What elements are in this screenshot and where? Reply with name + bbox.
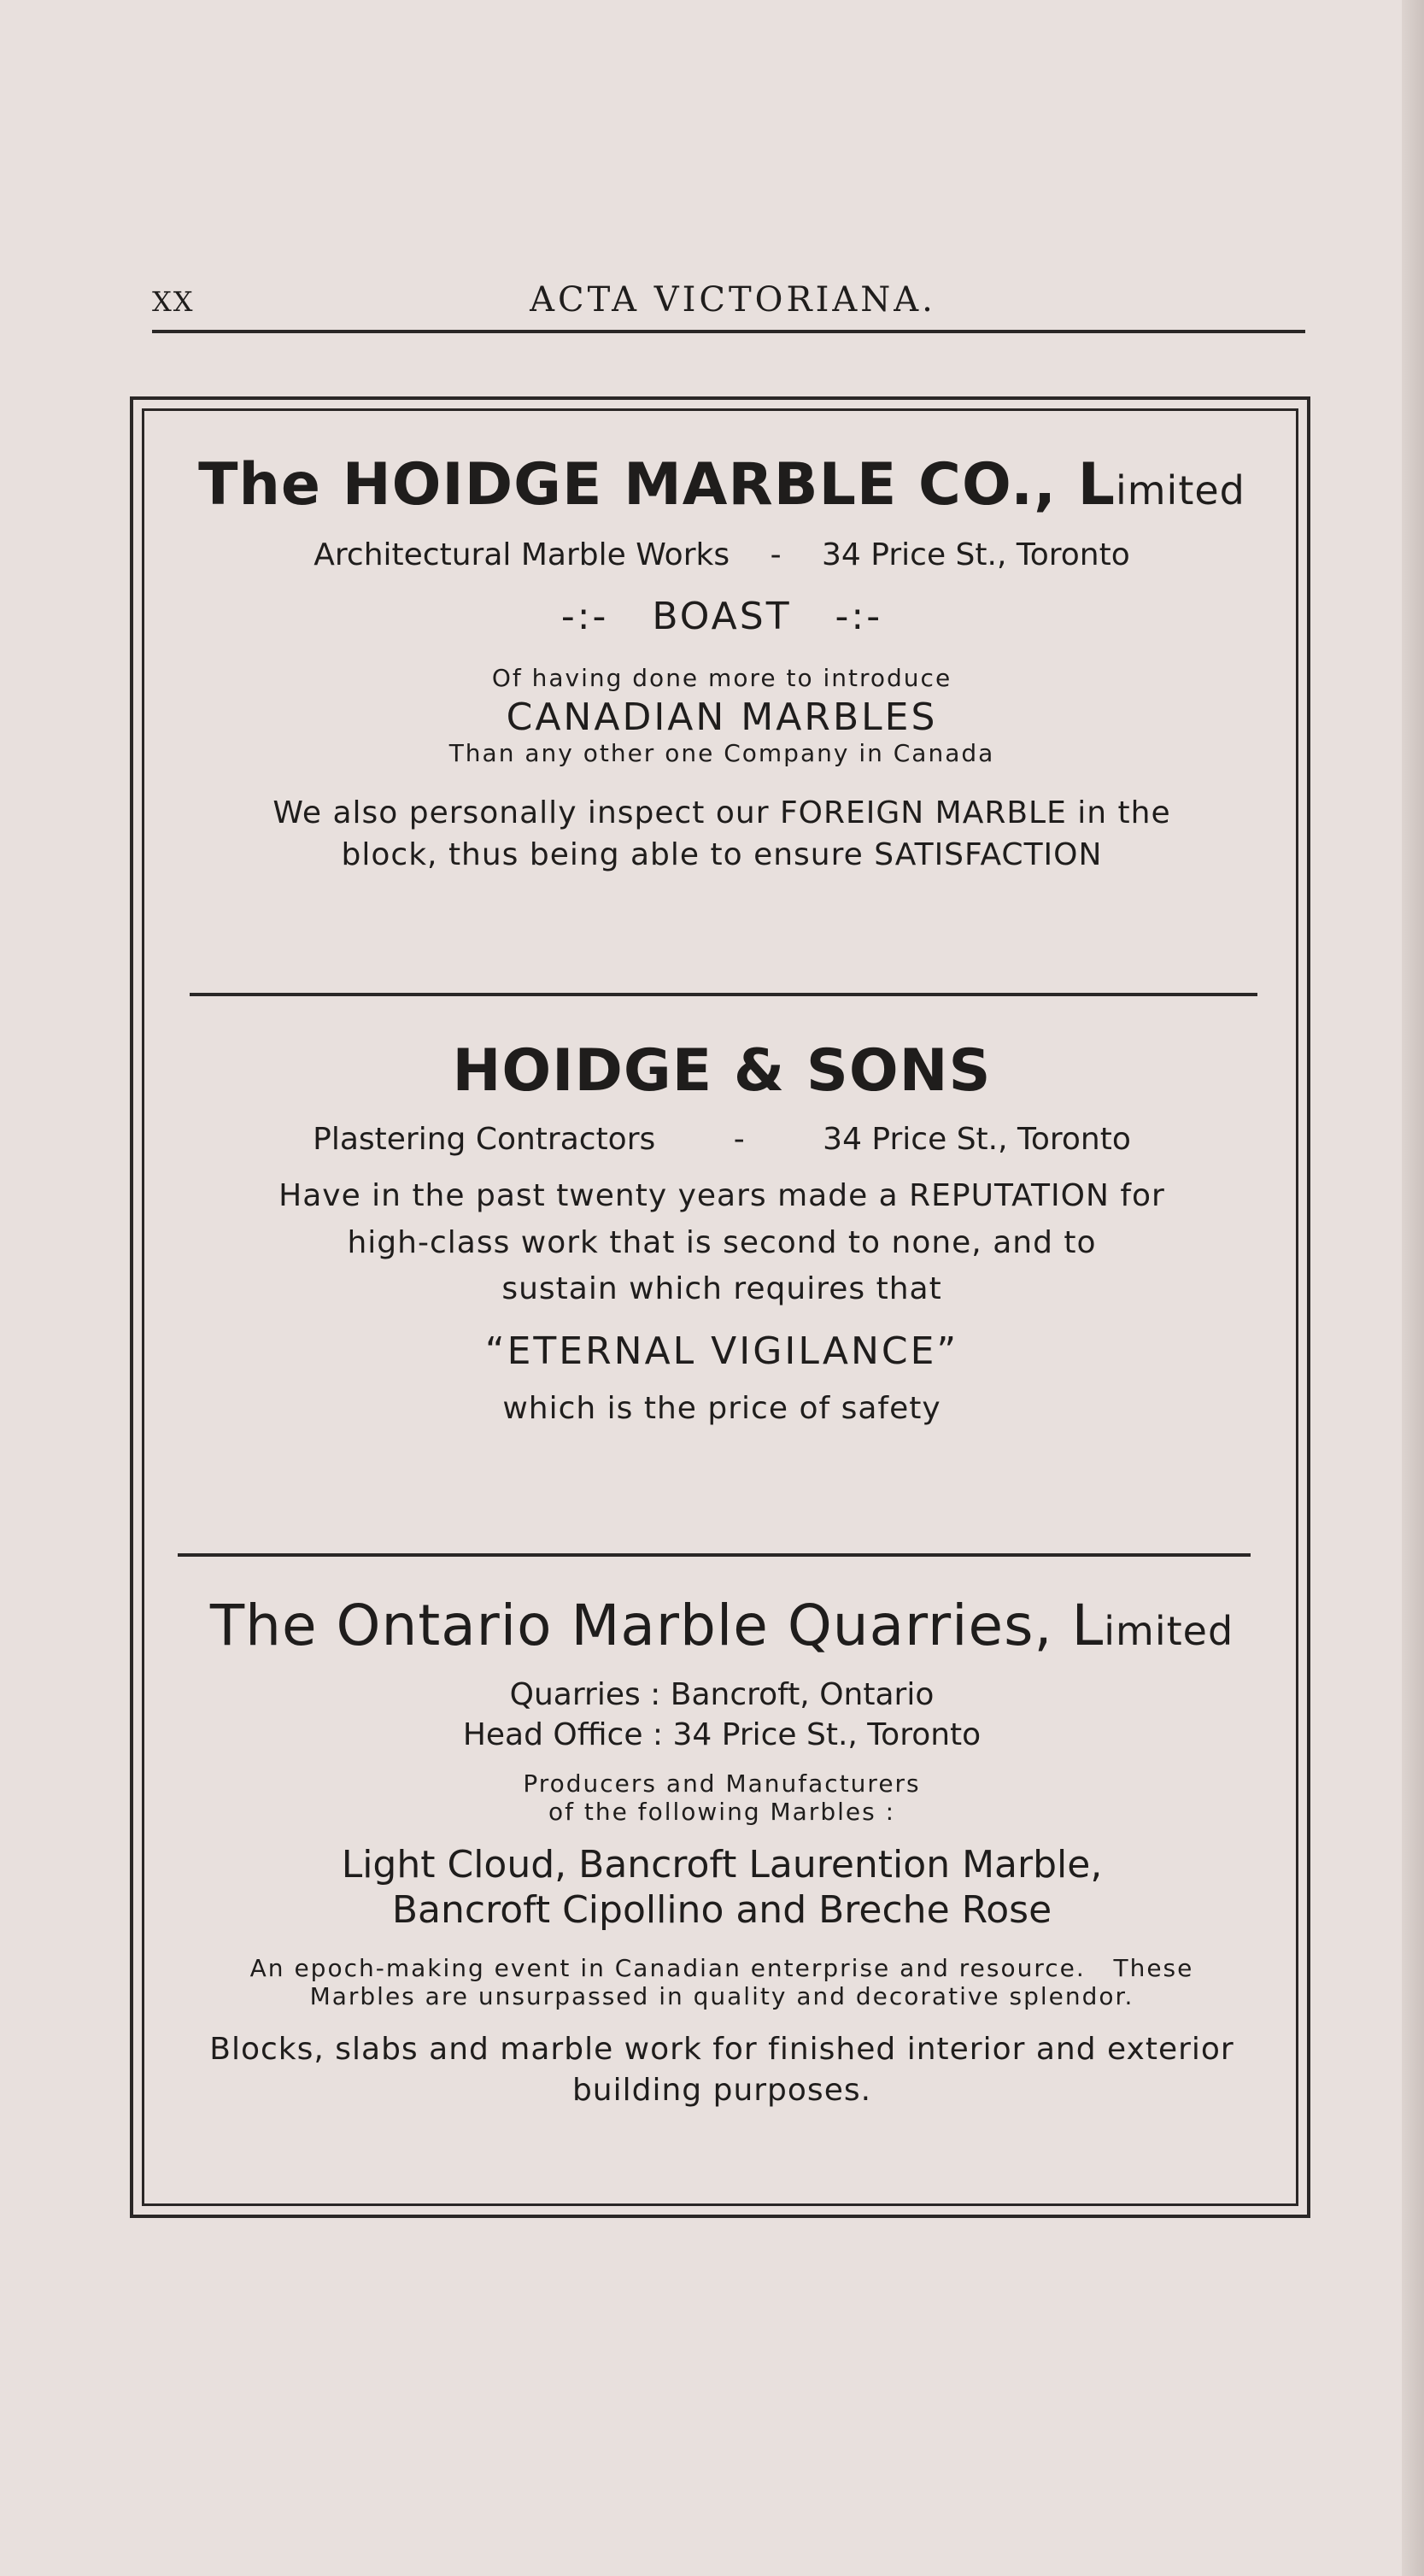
page-number: XX	[152, 285, 195, 318]
ad2-address-line: Plastering Contractors - 34 Price St., Toronto	[313, 1122, 1131, 1157]
ad2-company-name: HOIDGE & SONS	[452, 1037, 992, 1105]
ad1-boast: -:- BOAST -:-	[560, 595, 883, 638]
ad3-blocks-2: building purposes.	[571, 2073, 872, 2109]
ad3-company-name: The Ontario Marble Quarries, Limited	[209, 1593, 1234, 1658]
ad3-producers-1: Producers and Manufacturers	[523, 1769, 921, 1798]
ad2-eternal-vigilance: “ETERNAL VIGILANCE”	[484, 1329, 959, 1373]
ad-divider-1	[190, 993, 1257, 996]
journal-title: ACTA VICTORIANA.	[530, 280, 936, 320]
ad-hoidge-sons	[171, 1037, 1273, 1429]
ad2-reputation-line-3: sustain which requires that	[501, 1271, 942, 1307]
ad3-producers-2: of the following Marbles :	[548, 1798, 896, 1826]
ad1-foreign-line-1: We also personally inspect our FOREIGN MARBLE in the	[272, 795, 1171, 830]
ad2-reputation-line-1: Have in the past twenty years made a REPUTATION for	[278, 1178, 1165, 1213]
ad-ontario-marble	[171, 1593, 1273, 2112]
ad2-reputation-line-2: high-class work that is second to none, and to	[347, 1224, 1097, 1260]
page-edge	[1402, 0, 1424, 2576]
ad1-canadian-marbles: CANADIAN MARBLES	[506, 695, 938, 739]
ad3-epoch-1: An epoch-making event in Canadian enterprise and resource. These	[249, 1953, 1194, 1982]
ad1-address-line: Architectural Marble Works - 34 Price St., Toronto	[314, 537, 1130, 572]
header-rule	[152, 330, 1305, 333]
ad1-company-name: The HOIDGE MARBLE CO., Limited	[198, 451, 1245, 519]
ad3-marbles-1: Light Cloud, Bancroft Laurention Marble,	[341, 1843, 1103, 1887]
ad1-intro: Of having done more to introduce	[491, 664, 952, 692]
ad-divider-2	[178, 1553, 1251, 1557]
ad3-blocks-1: Blocks, slabs and marble work for finished interior and exterior	[209, 2031, 1234, 2067]
ad2-price-of-safety: which is the price of safety	[502, 1390, 941, 1426]
ad3-quarries: Quarries : Bancroft, Ontario	[509, 1677, 935, 1712]
ad3-head-office: Head Office : 34 Price St., Toronto	[462, 1717, 982, 1752]
ad3-epoch-2: Marbles are unsurpassed in quality and decorative splendor.	[309, 1981, 1134, 2010]
ad1-foreign-line-2: block, thus being able to ensure SATISFACTION	[341, 836, 1103, 872]
ad3-marbles-2: Bancroft Cipollino and Breche Rose	[391, 1887, 1052, 1932]
ad-hoidge-marble	[171, 451, 1273, 876]
ad1-than-any: Than any other one Company in Canada	[448, 739, 995, 767]
page-header	[152, 272, 1305, 323]
